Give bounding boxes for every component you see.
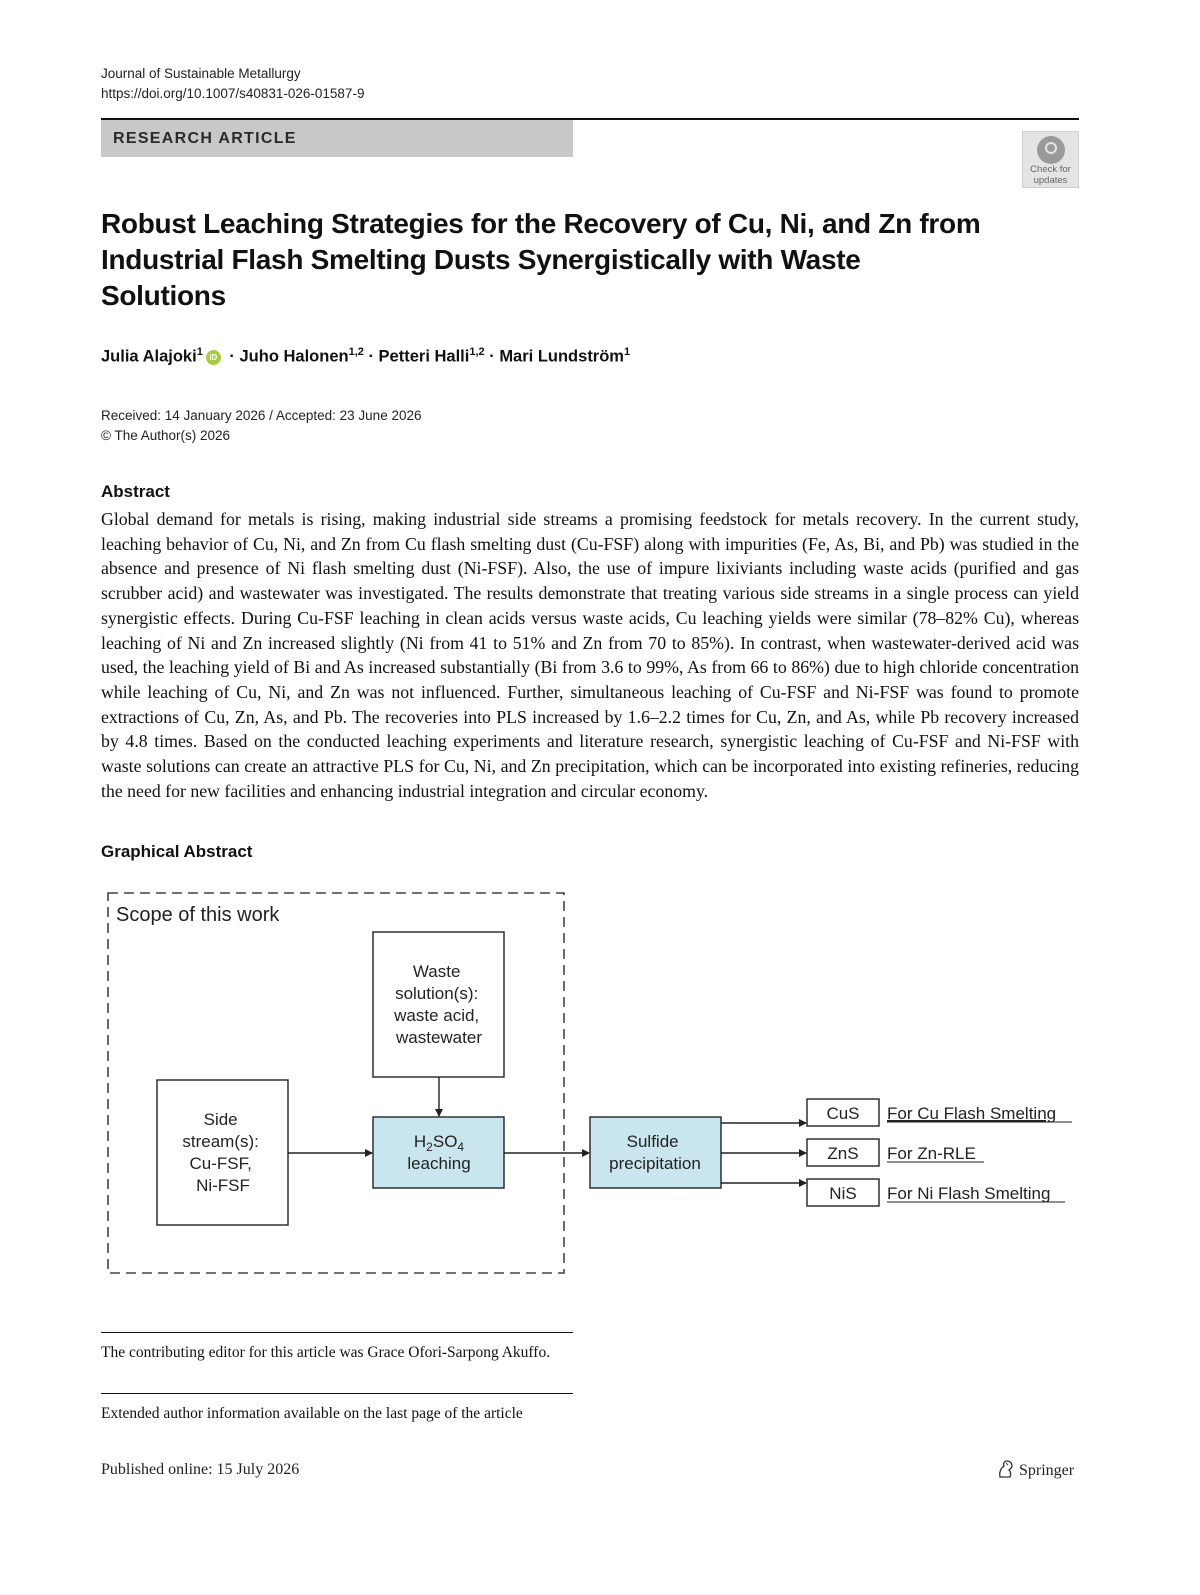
author-affiliation: 1,2 — [348, 346, 364, 358]
leaching-label: leaching — [407, 1154, 471, 1173]
publisher-logo[interactable] — [996, 1459, 1074, 1480]
author-separator: · — [224, 347, 240, 366]
waste-line: waste acid, — [394, 1006, 480, 1025]
author-list — [101, 346, 630, 367]
editor-footnote: The contributing editor for this article was Grace Ofori-Sarpong Akuffo. — [101, 1344, 551, 1361]
check-for-updates-badge[interactable] — [1022, 131, 1079, 188]
article-dates — [101, 406, 421, 446]
check-updates-icon — [1037, 136, 1065, 164]
published-date: Published online: 15 July 2026 — [101, 1461, 300, 1478]
scope-label: Scope of this work — [116, 904, 280, 926]
author-name[interactable]: Mari Lundström — [499, 347, 624, 366]
abstract-text: Global demand for metals is rising, making industrial side streams a promising feedstock for metals recovery. In the current study, leaching behavior of Cu, Ni, and Zn from Cu flash smelting dust (Cu-FSF) along with impurities (Fe, As, Bi, and Pb) was studied in the absence and presence of Ni flash smelting dust (Ni-FSF). Also, the use of impure lixiviants including waste acids (purified and gas scrubber acid) and wastewater was investigated. The results demonstrate that treating various side streams in a single process can yield synergistic effects. During Cu-FSF leaching in clean acids versus waste acids, Cu leaching yields were similar (78–82% Cu), whereas leaching of Ni and Zn increased slightly (Ni from 41 to 51% and Zn from 70 to 85%). In contrast, when wastewater-derived acid was used, the leaching yield of Bi and As increased substantially (Bi from 3.6 to 99%, As from 66 to 86%) due to high chloride concentration while leaching of Cu, Ni, and Zn was not influenced. Further, simultaneous leaching of Cu-FSF and Ni-FSF was found to promote extractions of Cu, Zn, As, and Pb. The recoveries into PLS increased by 1.6–2.2 times for Cu, Zn, and As, while Pb recovery increased by 4.8 times. Based on the conducted leaching experiments and literature research, synergistic leaching of Cu-FSF and Ni-FSF with waste solutions can create an attractive PLS for Cu, Ni, and Zn precipitation, which can be incorporated into existing refineries, reducing the need for new facilities and enhancing industrial integration and circular economy. — [101, 509, 1079, 801]
side-line: Side — [203, 1110, 238, 1129]
author-affiliation: 1,2 — [469, 346, 485, 358]
author-name[interactable]: Julia Alajoki — [101, 347, 197, 366]
check-updates-label-1: Check for — [1030, 164, 1071, 175]
article-type-banner: RESEARCH ARTICLE — [101, 120, 573, 157]
product-nis: NiS — [829, 1184, 857, 1203]
copyright-notice: © The Author(s) 2026 — [101, 428, 231, 443]
author-affiliation: 1 — [623, 346, 631, 358]
author-name[interactable]: Juho Halonen — [239, 347, 349, 366]
springer-horse-icon — [996, 1459, 1016, 1479]
product-destination-cu: For Cu Flash Smelting — [887, 1104, 1057, 1123]
graphical-abstract-heading: Graphical Abstract — [101, 842, 253, 861]
author-separator: · — [363, 347, 379, 366]
article-title: Robust Leaching Strategies for the Recovery of Cu, Ni, and Zn from Industrial Flash Smelting Dusts Synergistically with Waste Solutions — [101, 208, 981, 311]
received-accepted-dates: Received: 14 January 2026 / Accepted: 23 June 2026 — [101, 408, 422, 423]
product-zns: ZnS — [827, 1144, 859, 1163]
check-updates-label-2: updates — [1033, 175, 1068, 186]
sulfide-precipitation-box — [590, 1117, 721, 1188]
graphical-abstract-diagram — [100, 885, 1090, 1280]
waste-line: solution(s): — [395, 984, 479, 1003]
author-affiliation: 1 — [196, 346, 203, 358]
abstract-heading: Abstract — [101, 482, 170, 501]
footnote-rule — [101, 1332, 573, 1333]
author-name[interactable]: Petteri Halli — [378, 347, 470, 366]
waste-solutions-box — [373, 932, 504, 1077]
waste-line: Waste — [412, 962, 461, 981]
journal-name: Journal of Sustainable Metallurgy — [101, 66, 301, 81]
sulfide-precipitation-label: Sulfide precipitation — [609, 1132, 701, 1173]
product-destination-ni: For Ni Flash Smelting — [887, 1184, 1051, 1203]
side-line: stream(s): — [182, 1132, 259, 1151]
journal-header — [101, 64, 364, 104]
doi-link[interactable]: https://doi.org/10.1007/s40831-026-01587-9 — [101, 86, 365, 101]
side-line: Ni-FSF — [196, 1176, 250, 1195]
leaching-formula: $H_2SO_4$ — [413, 1132, 465, 1154]
side-streams-box — [157, 1080, 288, 1225]
leaching-box — [373, 1117, 504, 1188]
product-cus: CuS — [826, 1104, 860, 1123]
waste-line: wastewater — [396, 1028, 482, 1047]
product-destination-zn: For Zn-RLE — [887, 1144, 976, 1163]
orcid-icon[interactable]: iD — [206, 350, 221, 365]
footnote-rule — [101, 1393, 573, 1394]
author-info-footnote: Extended author information available on the last page of the article — [101, 1405, 523, 1422]
author-separator: · — [484, 347, 500, 366]
side-line: Cu-FSF, — [189, 1154, 252, 1173]
publisher-name: Springer — [1019, 1462, 1075, 1479]
